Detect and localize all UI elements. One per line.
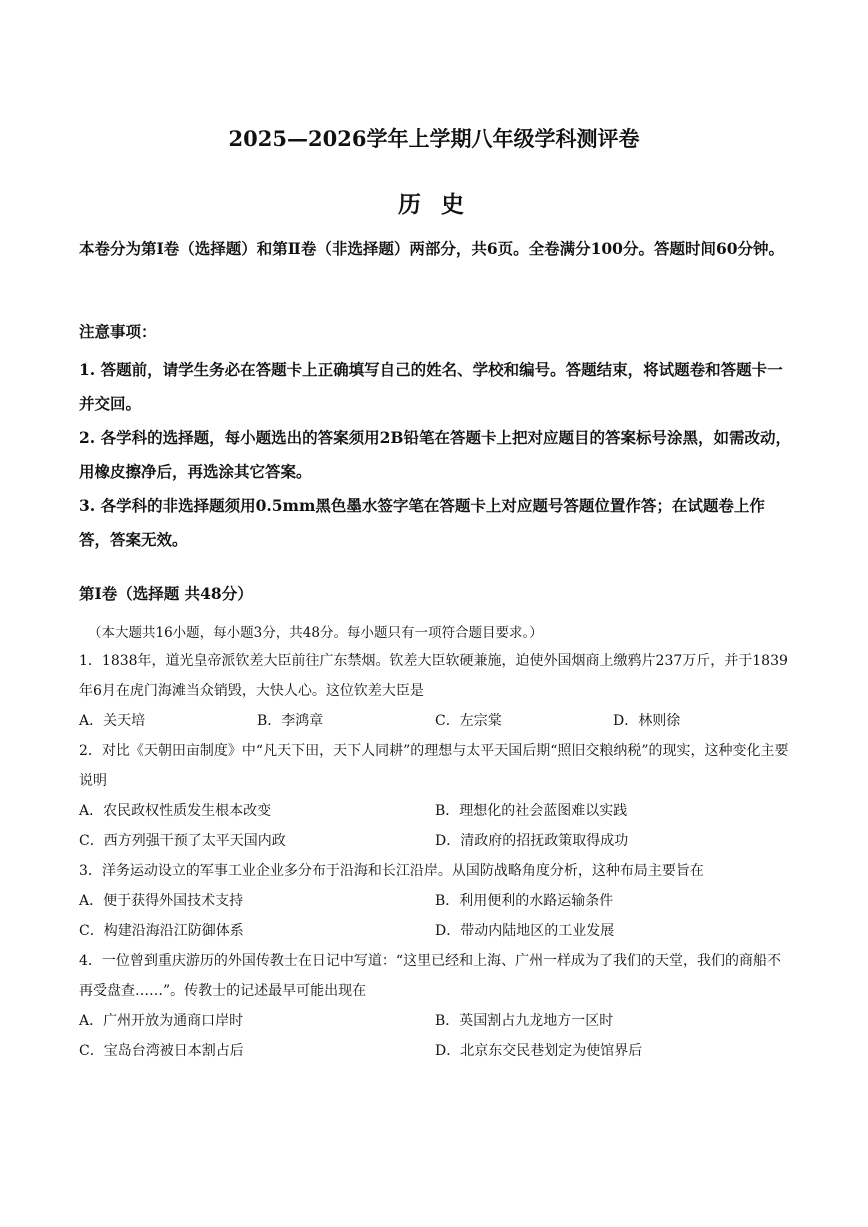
option-a: A．农民政权性质发生根本改变 [79,803,272,819]
question-stem: 1．1838年，道光皇帝派钦差大臣前往广东禁烟。钦差大臣软硬兼施，迫使外国烟商上缴鸦片237万斤，并于1839年6月在虎门海滩当众销毁，大快人心。这位钦差大臣是 [79,653,788,699]
option-b: B．理想化的社会蓝图难以实践 [435,803,628,819]
question-3 [79,856,794,946]
notice-item: 2. 各学科的选择题，每小题选出的答案须用2B铅笔在答题卡上把对应题目的答案标号涂黑，如需改动，用橡皮擦净后，再选涂其它答案。 [79,428,791,481]
question-4 [79,946,794,1066]
option-a: A．便于获得外国技术支持 [79,893,244,909]
exam-intro: 本卷分为第Ⅰ卷（选择题）和第Ⅱ卷（非选择题）两部分，共6页。全卷满分100分。答题时间60分钟。 [79,239,785,258]
option-c: C．宝岛台湾被日本割占后 [79,1043,244,1059]
notice-list [79,353,794,557]
question-options [79,886,794,916]
section-heading: 第Ⅰ卷（选择题 共48分） [79,584,253,603]
question-options [79,1006,794,1036]
option-b: B．李鸿章 [257,713,324,729]
question-options [79,796,794,826]
option-c: C．构建沿海沿江防御体系 [79,923,244,939]
option-d: D．北京东交民巷划定为使馆界后 [435,1043,643,1059]
subject-title: 历 史 [397,191,470,218]
option-d: D．带动内陆地区的工业发展 [435,923,615,939]
notice-heading: 注意事项： [79,322,157,341]
question-stem: 4．一位曾到重庆游历的外国传教士在日记中写道：“这里已经和上海、广州一样成为了我们的天堂，我们的商船不再受盘查……”。传教士的记述最早可能出现在 [79,953,782,999]
option-c: C．左宗棠 [435,713,502,729]
option-d: D．林则徐 [613,713,681,729]
question-options [79,826,794,856]
notice-item: 3. 各学科的非选择题须用0.5mm黑色墨水签字笔在答题卡上对应题号答题位置作答；在试题卷上作答，答案无效。 [79,496,765,549]
question-stem: 2．对比《天朝田亩制度》中“凡天下田，天下人同耕”的理想与太平天国后期“照旧交粮纳税”的现实，这种变化主要说明 [79,743,789,789]
option-c: C．西方列强干预了太平天国内政 [79,833,286,849]
question-options [79,916,794,946]
option-a: A．关天培 [79,713,146,729]
exam-title: 2025—2026学年上学期八年级学科测评卷 [228,126,640,151]
notice-item: 1. 答题前，请学生务必在答题卡上正确填写自己的姓名、学校和编号。答题结束，将试题卷和答题卡一并交回。 [79,360,783,413]
option-b: B．英国割占九龙地方一区时 [435,1013,614,1029]
section-note: （本大题共16小题，每小题3分，共48分。每小题只有一项符合题目要求。） [88,625,543,641]
option-a: A．广州开放为通商口岸时 [79,1013,244,1029]
option-d: D．清政府的招抚政策取得成功 [435,833,629,849]
question-2 [79,736,794,856]
option-b: B．利用便利的水路运输条件 [435,893,614,909]
question-options [79,1036,794,1066]
question-1 [79,646,794,736]
question-options [79,706,794,736]
question-stem: 3．洋务运动设立的军事工业企业多分布于沿海和长江沿岸。从国防战略角度分析，这种布局主要旨在 [79,863,704,879]
question-list [79,646,794,1066]
